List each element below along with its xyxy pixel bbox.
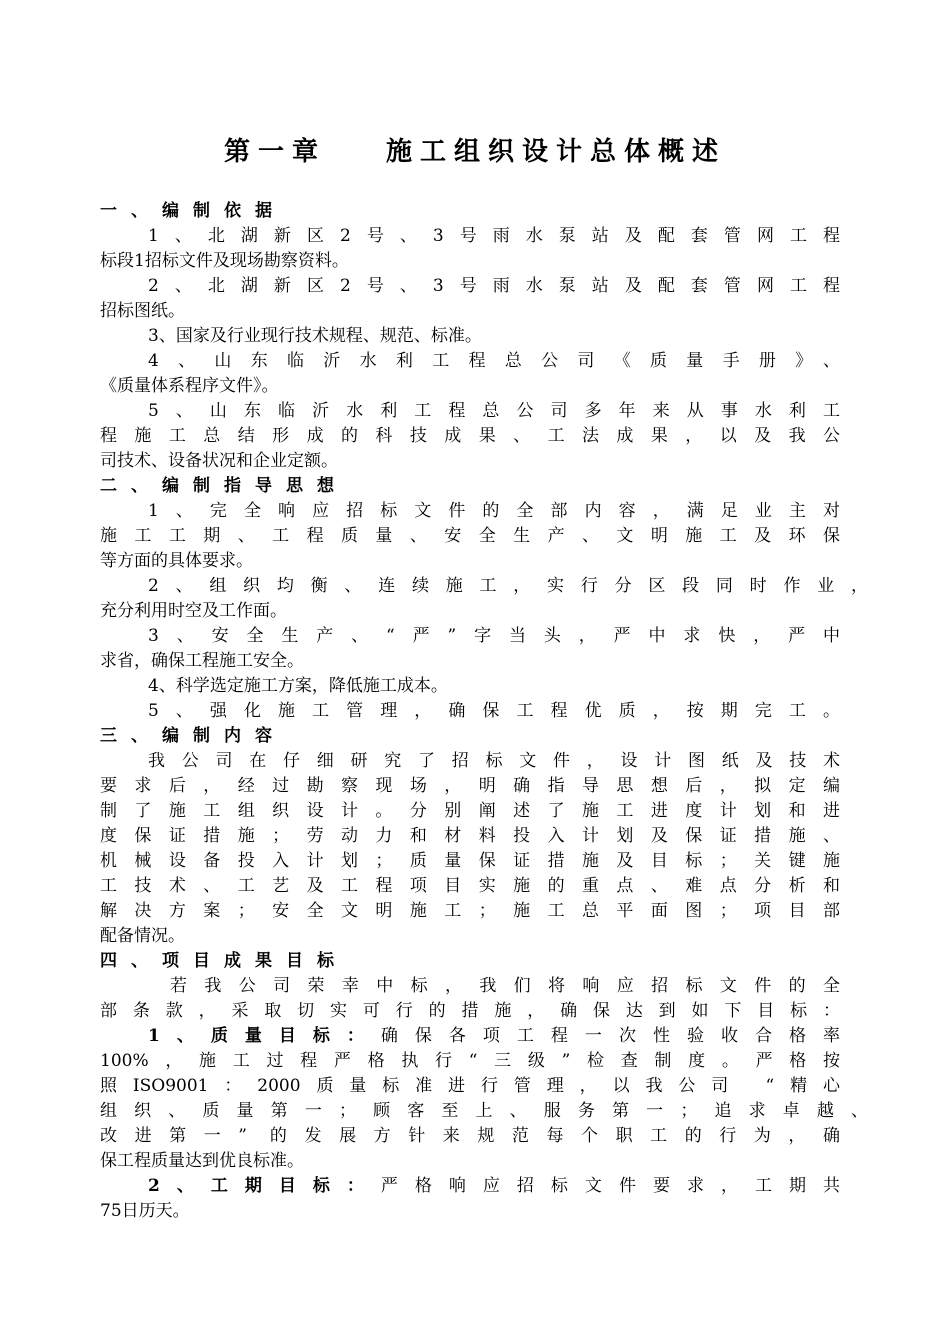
text-line: 要求后，经过勘察现场，明确指导思想后，拟定编 xyxy=(100,776,840,796)
text-line: 1、完全响应招标文件的全部内容，满足业主对 xyxy=(148,501,840,521)
text-line: 4、科学选定施工方案，降低施工成本。 xyxy=(148,676,448,696)
text-line: 组织、质量第一；顾客至上、服务第一；追求卓越、 xyxy=(100,1101,868,1121)
goal-quality-line xyxy=(100,1024,840,1049)
text-line: 程施工总结形成的科技成果、工法成果，以及我公 xyxy=(100,426,840,446)
goal-schedule-label: 2、工期目标： xyxy=(148,1176,381,1196)
text-line: 工技术、工艺及工程项目实施的重点、难点分析和 xyxy=(100,876,840,896)
text-line: 部条款，采取切实可行的措施，确保达到如下目标： xyxy=(100,1001,840,1021)
text-line: 1、北湖新区2号、3号雨水泵站及配套管网工程 xyxy=(148,226,840,246)
text-line: 改进第一” 的发展方针来规范每个职工的行为，确 xyxy=(100,1126,840,1146)
goal-schedule-line xyxy=(100,1174,840,1199)
text-line: 《质量体系程序文件》。 xyxy=(100,376,279,396)
section-heading: 一、编制依据 xyxy=(100,201,286,221)
text-line: 3、安全生产、“严”字当头，严中求快，严中 xyxy=(148,626,840,646)
text-line: 我公司在仔细研究了招标文件，设计图纸及技术 xyxy=(148,751,840,771)
text-line: 施工工期、工程质量、安全生产、文明施工及环保 xyxy=(100,526,840,546)
text-line: 2、北湖新区2号、3号雨水泵站及配套管网工程 xyxy=(148,276,840,296)
text-line: 5、山东临沂水利工程总公司多年来从事水利工 xyxy=(148,401,840,421)
goal-quality-label: 1、质量目标： xyxy=(148,1026,381,1046)
chapter-title xyxy=(0,131,950,168)
text-line: 制了施工组织设计。分别阐述了施工进度计划和进 xyxy=(100,801,840,821)
text-line: 4、山东临沂水利工程总公司《质量手册》、 xyxy=(148,351,840,371)
text-line: 若我公司荣幸中标，我们将响应招标文件的全 xyxy=(170,976,840,996)
text-line: 充分利用时空及工作面。 xyxy=(100,601,287,621)
chapter-number: 第一章 xyxy=(223,137,326,167)
text-line: 机械设备投入计划；质量保证措施及目标；关键施 xyxy=(100,851,840,871)
text-line: 配备情况。 xyxy=(100,926,185,946)
text-line: 解决方案；安全文明施工；施工总平面图；项目部 xyxy=(100,901,840,921)
text-line: 75日历天。 xyxy=(100,1201,190,1221)
text-line: 2、组织均衡、连续施工，实行分区段同时作业， xyxy=(148,576,868,596)
text-line: 标段1招标文件及现场勘察资料。 xyxy=(100,251,349,271)
text-line: 等方面的具体要求。 xyxy=(100,551,253,571)
text-line: 5、强化施工管理，确保工程优质，按期完工。 xyxy=(148,701,840,721)
text-lines xyxy=(100,199,868,1024)
text-line: 求省，确保工程施工安全。 xyxy=(100,651,304,671)
section-heading: 四、项目成果目标 xyxy=(100,951,348,971)
document-body xyxy=(100,199,868,1224)
text-line: 3、国家及行业现行技术规程、规范、标准。 xyxy=(148,326,482,346)
text-line: 招标图纸。 xyxy=(100,301,185,321)
chapter-heading: 施工组织设计总体概述 xyxy=(386,137,727,167)
text-line: 保工程质量达到优良标准。 xyxy=(100,1151,304,1171)
section-heading: 三、编制内容 xyxy=(100,726,286,746)
goal-quality-text: 确保各项工程一次性验收合格率 xyxy=(380,1026,840,1046)
text-line: 照ISO9001：2000质量标准进行管理，以我公司 “精心 xyxy=(100,1076,840,1096)
section-heading: 二、编制指导思想 xyxy=(100,476,348,496)
goal-schedule-text: 严格响应招标文件要求，工期共 xyxy=(380,1176,840,1196)
text-line: 司技术、设备状况和企业定额。 xyxy=(100,451,338,471)
text-line: 100%，施工过程严格执行“三级”检查制度。严格按 xyxy=(100,1051,840,1071)
text-line: 度保证措施；劳动力和材料投入计划及保证措施、 xyxy=(100,826,840,846)
goal-quality-lines xyxy=(100,1049,868,1174)
